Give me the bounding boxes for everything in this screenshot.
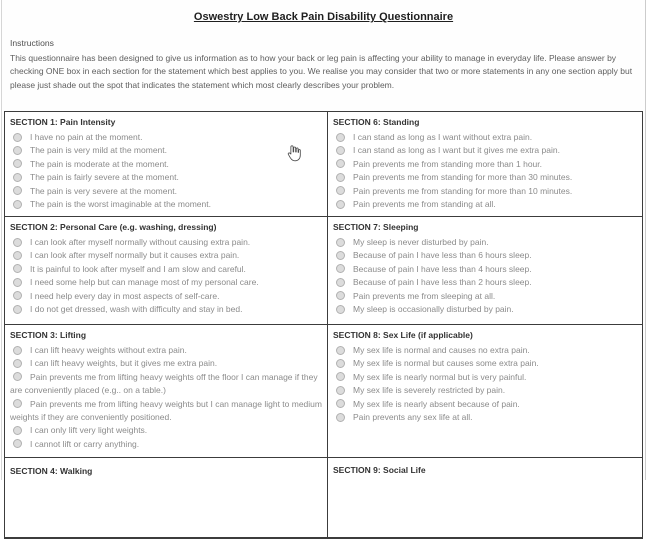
option-row[interactable] <box>10 185 323 198</box>
radio-button-icon[interactable] <box>336 359 345 368</box>
instructions-heading: Instructions <box>10 38 54 48</box>
section-6-standing <box>328 112 642 217</box>
section-2-personal-care <box>5 217 328 325</box>
radio-button-icon[interactable] <box>336 251 345 260</box>
option-row[interactable] <box>333 249 638 262</box>
option-label: I can only lift very light weights. <box>30 425 148 436</box>
option-row[interactable] <box>10 158 323 171</box>
radio-button-icon[interactable] <box>336 186 345 195</box>
option-label: I can stand as long as I want without extra pain. <box>353 132 533 142</box>
option-label: My sex life is nearly normal but is very painful. <box>353 371 527 382</box>
radio-button-icon[interactable] <box>13 291 22 300</box>
option-row[interactable] <box>333 185 638 198</box>
option-label: My sleep is never disturbed by pain. <box>353 237 489 247</box>
option-row[interactable] <box>333 398 638 411</box>
option-row[interactable] <box>333 290 638 303</box>
option-row[interactable] <box>10 249 323 262</box>
page-title: Oswestry Low Back Pain Disability Questionnaire <box>193 11 454 23</box>
instructions-text: This questionnaire has been designed to give us information as to how your back or leg pain is affecting your ability to manage in everyday life. Please answer by checking ONE box in each section for the statement which best applies to you. We realise you may consider that two or more statements in any one section apply but please just shade out the spot that indicates the statement which most clearly describes your problem. <box>10 53 633 90</box>
option-label: Pain prevents me from standing for more than 30 minutes. <box>353 172 573 183</box>
option-row[interactable] <box>10 344 323 357</box>
option-label: Because of pain I have less than 6 hours sleep. <box>353 250 532 261</box>
option-label: I can look after myself normally but it causes extra pain. <box>30 250 240 261</box>
section-9-social-life <box>328 458 642 538</box>
radio-button-icon[interactable] <box>336 372 345 381</box>
option-label: The pain is very mild at the moment. <box>30 145 168 156</box>
option-label: Because of pain I have less than 4 hours sleep. <box>353 263 532 274</box>
option-row[interactable] <box>10 357 323 370</box>
option-row[interactable] <box>333 198 638 211</box>
radio-button-icon[interactable] <box>13 359 22 368</box>
radio-button-icon[interactable] <box>336 399 345 408</box>
radio-button-icon[interactable] <box>336 346 345 355</box>
option-label: I can stand as long as I want but it gives me extra pain. <box>353 145 560 156</box>
option-row[interactable] <box>333 158 638 171</box>
radio-button-icon[interactable] <box>13 251 22 260</box>
option-label: My sleep is occasionally disturbed by pain. <box>353 304 514 315</box>
section-8-sex-life <box>328 325 642 458</box>
option-label: Pain prevents me from sleeping at all. <box>353 290 496 301</box>
option-row[interactable] <box>10 263 323 276</box>
option-label: Pain prevents me from lifting heavy weights off the floor I can manage if they are conveniently placed (e.g.. on a table.) <box>10 371 318 396</box>
option-row[interactable] <box>10 144 323 157</box>
option-row[interactable] <box>333 411 638 424</box>
section-7-sleeping <box>328 217 642 325</box>
option-row[interactable] <box>10 303 323 316</box>
option-label: I can lift heavy weights, but it gives me extra pain. <box>30 358 218 369</box>
radio-button-icon[interactable] <box>13 159 22 168</box>
option-row[interactable] <box>333 384 638 397</box>
radio-button-icon[interactable] <box>13 305 22 314</box>
section-title: SECTION 3: Lifting <box>10 330 87 340</box>
option-row[interactable] <box>10 424 323 437</box>
radio-button-icon[interactable] <box>336 278 345 287</box>
questionnaire-page <box>1 0 646 480</box>
section-title: SECTION 1: Pain Intensity <box>10 117 116 127</box>
radio-button-icon[interactable] <box>336 173 345 182</box>
option-label: Pain prevents me from standing at all. <box>353 199 496 210</box>
section-title: SECTION 6: Standing <box>333 117 420 127</box>
section-title: SECTION 4: Walking <box>10 466 93 476</box>
option-label: I have no pain at the moment. <box>30 132 143 142</box>
option-row[interactable] <box>333 371 638 384</box>
option-row[interactable] <box>333 131 638 144</box>
option-label: Pain prevents me from standing for more than 10 minutes. <box>353 185 573 196</box>
radio-button-icon[interactable] <box>336 146 345 155</box>
option-row[interactable] <box>333 357 638 370</box>
option-row[interactable] <box>333 276 638 289</box>
radio-button-icon[interactable] <box>13 346 22 355</box>
section-1-pain-intensity <box>5 112 328 217</box>
option-row[interactable] <box>10 171 323 184</box>
radio-button-icon[interactable] <box>13 372 22 381</box>
radio-button-icon[interactable] <box>336 305 345 314</box>
radio-button-icon[interactable] <box>336 238 345 247</box>
option-label: The pain is very severe at the moment. <box>30 185 177 196</box>
option-row[interactable] <box>10 290 323 303</box>
radio-button-icon[interactable] <box>336 413 345 422</box>
option-label: My sex life is severely restricted by pain. <box>353 385 506 396</box>
option-row[interactable] <box>10 276 323 289</box>
option-label: The pain is fairly severe at the moment. <box>30 172 179 183</box>
questionnaire-table <box>4 111 643 539</box>
radio-button-icon[interactable] <box>336 200 345 209</box>
option-label: My sex life is nearly absent because of pain. <box>353 398 520 409</box>
radio-button-icon[interactable] <box>336 133 345 142</box>
option-row[interactable] <box>333 263 638 276</box>
radio-button-icon[interactable] <box>336 264 345 273</box>
option-row[interactable] <box>10 236 323 249</box>
option-label: Pain prevents me from lifting heavy weights but I can manage light to medium weights if they are conveniently positioned. <box>10 398 322 423</box>
section-title: SECTION 7: Sleeping <box>333 222 419 232</box>
option-label: I can lift heavy weights without extra pain. <box>30 345 187 355</box>
radio-button-icon[interactable] <box>13 426 22 435</box>
option-label: Pain prevents any sex life at all. <box>353 412 473 423</box>
radio-button-icon[interactable] <box>13 399 22 408</box>
radio-button-icon[interactable] <box>13 200 22 209</box>
radio-button-icon[interactable] <box>13 146 22 155</box>
option-row[interactable] <box>333 303 638 316</box>
radio-button-icon[interactable] <box>13 439 22 448</box>
section-4-walking <box>5 458 328 538</box>
option-row[interactable] <box>10 198 323 211</box>
option-row[interactable] <box>333 144 638 157</box>
option-label: Because of pain I have less than 2 hours sleep. <box>353 277 532 288</box>
radio-button-icon[interactable] <box>336 291 345 300</box>
option-label: The pain is moderate at the moment. <box>30 158 169 169</box>
radio-button-icon[interactable] <box>13 278 22 287</box>
option-row[interactable] <box>10 438 323 451</box>
option-label: It is painful to look after myself and I am slow and careful. <box>30 263 246 274</box>
radio-button-icon[interactable] <box>13 186 22 195</box>
option-label: I can look after myself normally without causing extra pain. <box>30 237 251 247</box>
radio-button-icon[interactable] <box>13 238 22 247</box>
option-label: My sex life is normal and causes no extra pain. <box>353 345 530 355</box>
radio-button-icon[interactable] <box>13 173 22 182</box>
option-row[interactable] <box>10 398 323 425</box>
option-label: I cannot lift or carry anything. <box>30 438 140 449</box>
radio-button-icon[interactable] <box>13 133 22 142</box>
option-row[interactable] <box>10 371 323 398</box>
radio-button-icon[interactable] <box>336 386 345 395</box>
section-title: SECTION 8: Sex Life (if applicable) <box>333 330 473 340</box>
radio-button-icon[interactable] <box>336 159 345 168</box>
option-row[interactable] <box>333 236 638 249</box>
radio-button-icon[interactable] <box>13 264 22 273</box>
option-label: My sex life is normal but causes some extra pain. <box>353 358 539 369</box>
option-label: The pain is the worst imaginable at the moment. <box>30 199 211 210</box>
option-row[interactable] <box>333 171 638 184</box>
option-row[interactable] <box>333 344 638 357</box>
option-label: I need some help but can manage most of my personal care. <box>30 277 259 288</box>
section-3-lifting <box>5 325 328 458</box>
option-label: I need help every day in most aspects of self-care. <box>30 290 220 301</box>
section-title: SECTION 2: Personal Care (e.g. washing, dressing) <box>10 222 217 232</box>
option-row[interactable] <box>10 131 323 144</box>
option-label: I do not get dressed, wash with difficulty and stay in bed. <box>30 304 243 315</box>
option-label: Pain prevents me from standing more than 1 hour. <box>353 158 542 169</box>
section-title: SECTION 9: Social Life <box>333 465 426 475</box>
